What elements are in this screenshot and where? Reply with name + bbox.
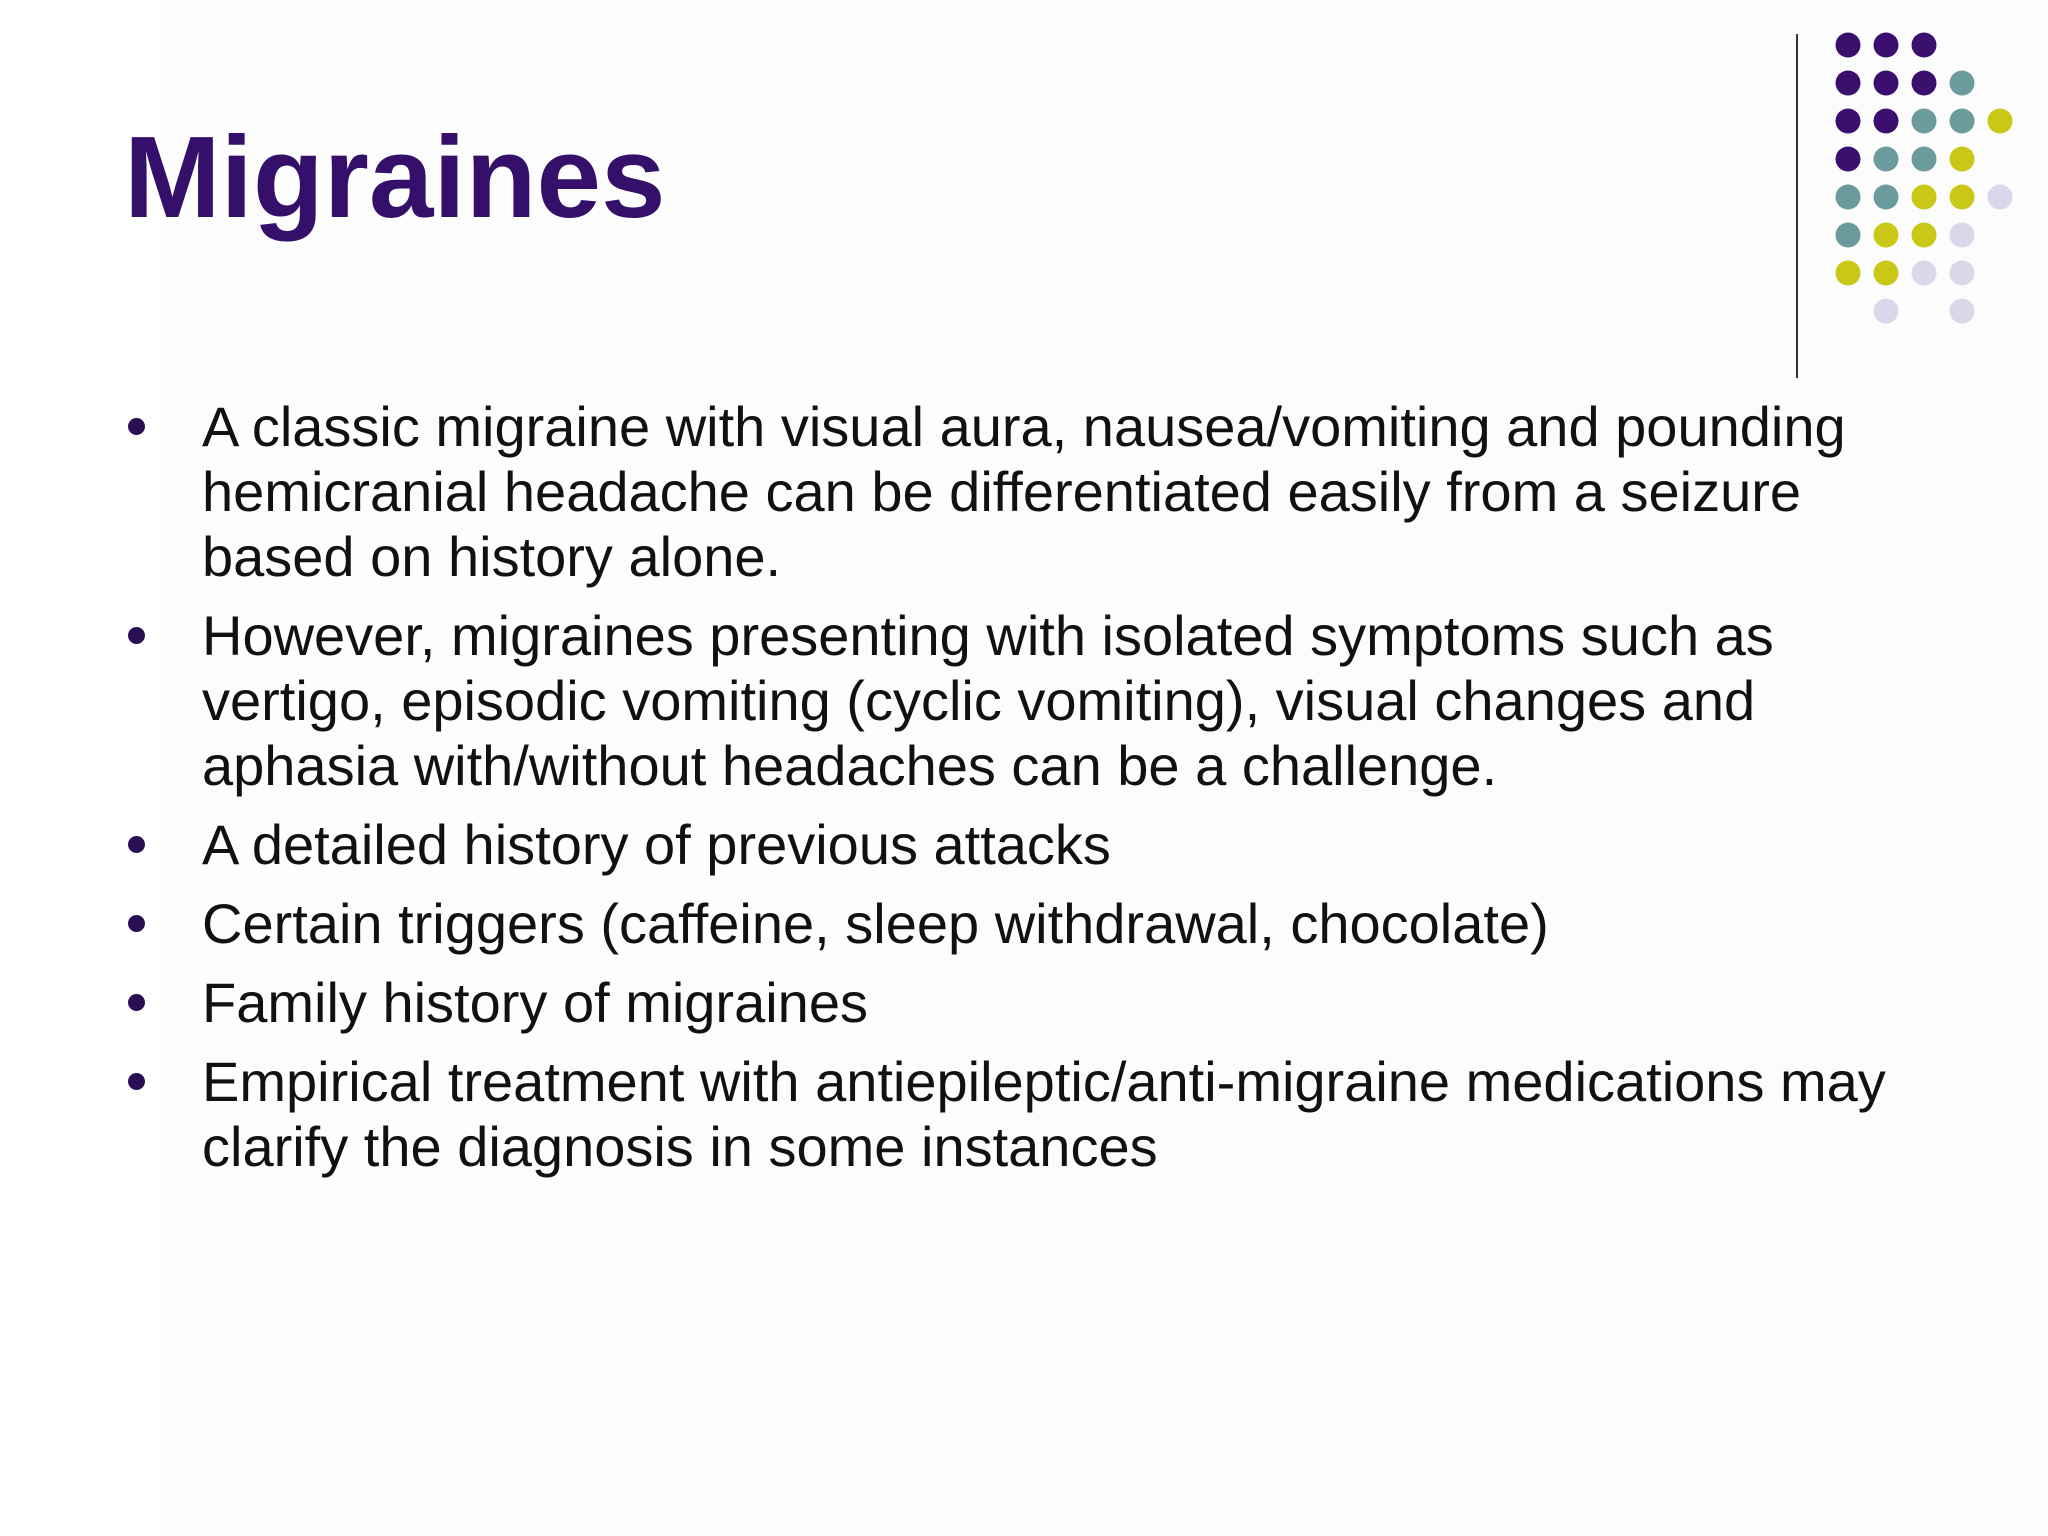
bullet-dot-icon	[128, 418, 145, 435]
dot	[1912, 223, 1937, 248]
dot	[1874, 223, 1899, 248]
title-divider-line	[1796, 34, 1798, 378]
dot	[1988, 185, 2013, 210]
bullet-item	[124, 1049, 1924, 1179]
dot	[1912, 261, 1937, 286]
dot	[1836, 71, 1861, 96]
dot	[1836, 33, 1861, 58]
bullet-dot-icon	[128, 836, 145, 853]
bullet-dot-icon	[128, 915, 145, 932]
dot-grid-graphic	[1835, 32, 2035, 332]
dot	[1836, 185, 1861, 210]
dot	[1874, 261, 1899, 286]
bullet-dot-icon	[128, 1073, 145, 1090]
bullet-list	[124, 394, 1924, 1193]
dot	[1874, 185, 1899, 210]
dot	[1836, 147, 1861, 172]
bullet-item	[124, 394, 1924, 589]
dot	[1912, 185, 1937, 210]
bullet-text: A detailed history of previous attacks	[202, 813, 1111, 876]
bullet-text: A classic migraine with visual aura, nausea/vomiting and pounding hemicranial headache can be differentiated easily from a seizure based on history alone.	[202, 395, 1846, 588]
dot	[1836, 109, 1861, 134]
dot	[1874, 33, 1899, 58]
slide-title: Migraines	[124, 112, 666, 242]
bullet-dot-icon	[128, 994, 145, 1011]
dot	[1988, 109, 2013, 134]
dot	[1912, 147, 1937, 172]
dot	[1912, 109, 1937, 134]
dot	[1874, 147, 1899, 172]
bullet-item	[124, 891, 1924, 956]
bullet-text: Certain triggers (caffeine, sleep withdrawal, chocolate)	[202, 892, 1549, 955]
dot	[1836, 261, 1861, 286]
dot	[1950, 185, 1975, 210]
decorative-dot-grid	[1835, 32, 2035, 332]
dot	[1912, 33, 1937, 58]
bullet-dot-icon	[128, 627, 145, 644]
dot	[1950, 261, 1975, 286]
dot	[1950, 109, 1975, 134]
dot	[1950, 147, 1975, 172]
dot	[1950, 223, 1975, 248]
dot	[1912, 71, 1937, 96]
dot	[1950, 71, 1975, 96]
bullet-text: Empirical treatment with antiepileptic/anti-migraine medications may clarify the diagnosis in some instances	[202, 1050, 1886, 1178]
bullet-item	[124, 812, 1924, 877]
dot	[1874, 71, 1899, 96]
bullet-text: Family history of migraines	[202, 971, 868, 1034]
dot	[1836, 223, 1861, 248]
bullet-text: However, migraines presenting with isolated symptoms such as vertigo, episodic vomiting (cyclic vomiting), visual changes and aphasia with/without headaches can be a challenge.	[202, 604, 1774, 797]
bullet-item	[124, 603, 1924, 798]
dot	[1950, 299, 1975, 324]
dot	[1874, 109, 1899, 134]
dot	[1874, 299, 1899, 324]
bullet-item	[124, 970, 1924, 1035]
